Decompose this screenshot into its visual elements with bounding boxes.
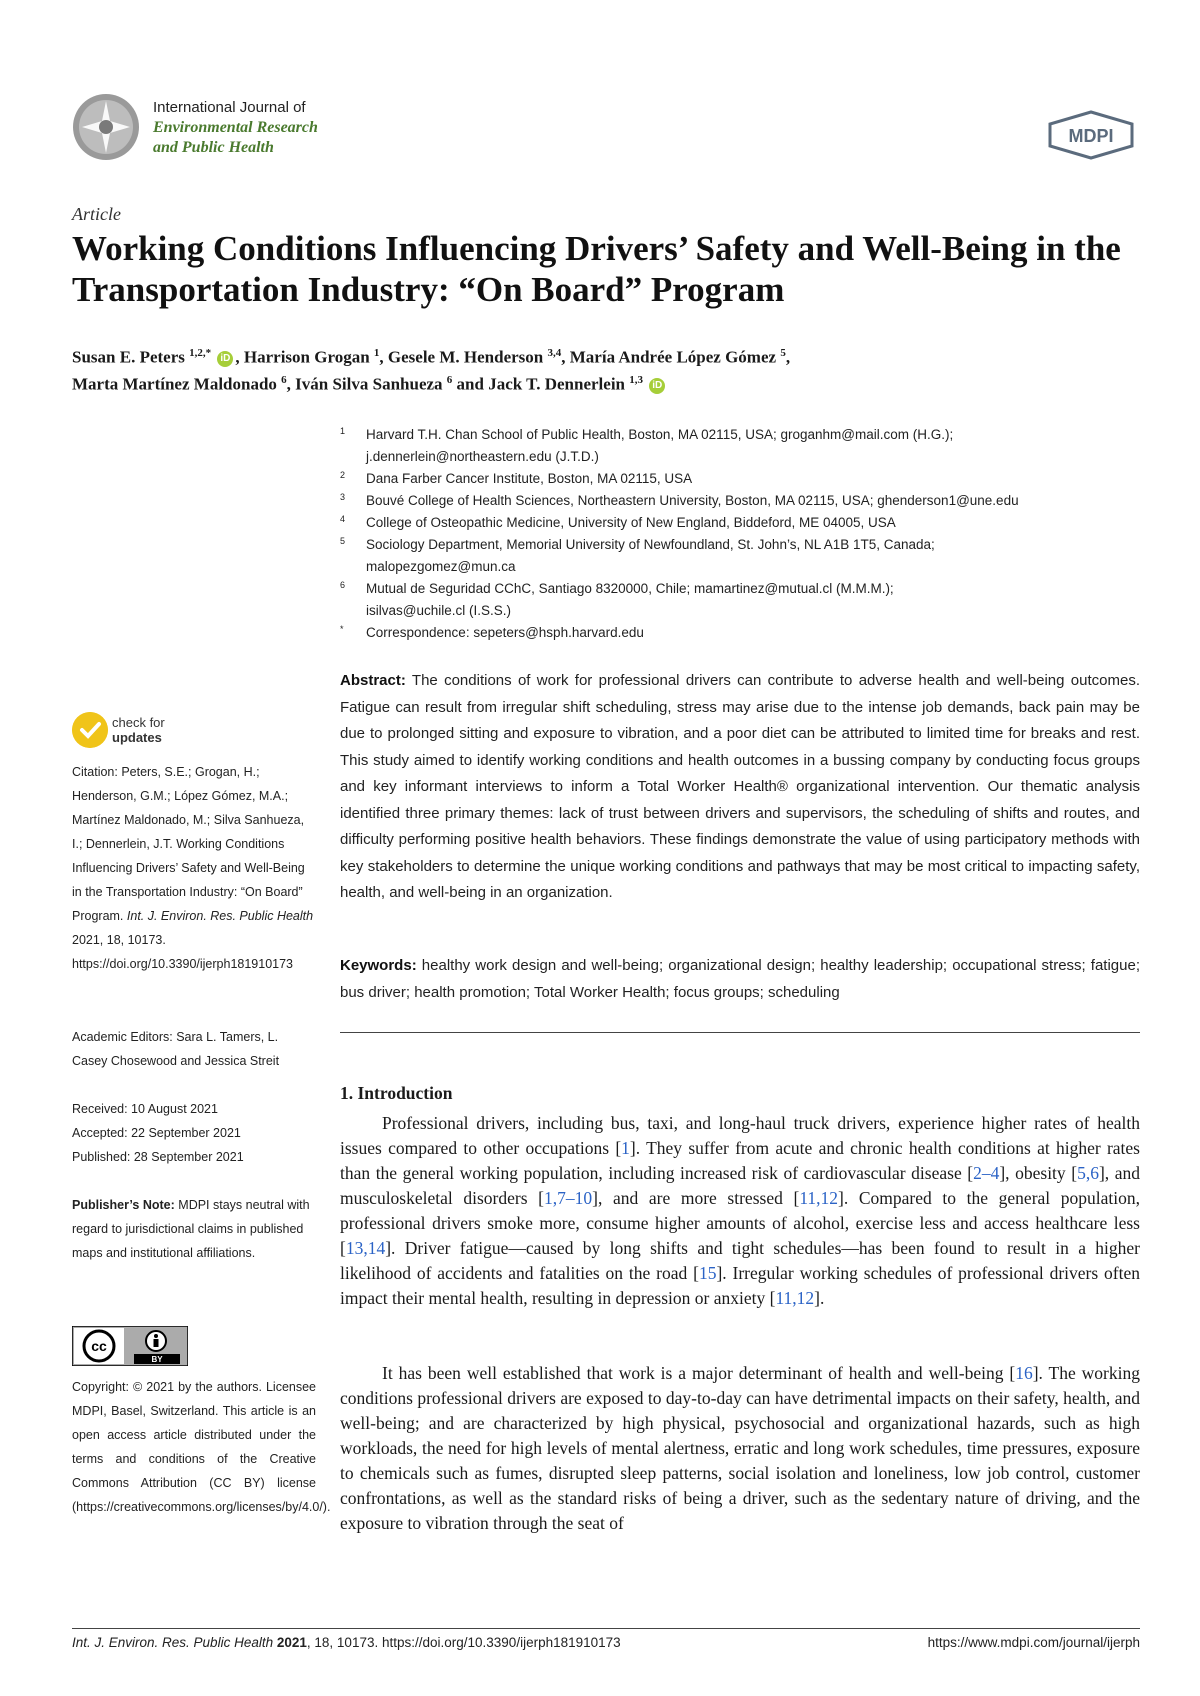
author-name[interactable]: Jack T. Dennerlein [488,374,626,394]
footer-year: 2021 [276,1635,307,1650]
affiliation-text: Mutual de Seguridad CChC, Santiago 8320000, Chile; mamartinez@mutual.cl (M.M.M.); [366,581,894,596]
author-separator: , [561,347,570,367]
citation-reference-link[interactable]: 2–4 [973,1163,1000,1183]
affiliation-text: Bouvé College of Health Sciences, Northeastern University, Boston, MA 02115, USA; ghenderson1@une.edu [366,493,1019,508]
paragraph-text: ]. [814,1288,825,1308]
author-line-2 [72,367,1152,398]
received-date: Received: 10 August 2021 [72,1102,218,1116]
abstract-text: The conditions of work for professional drivers can contribute to adverse health and well-being outcomes. Fatigue can result from irregular shift scheduling, stress may arise due to the intense job demands, back pain may be due to prolonged sitting and exposure to vibration, and a poor diet can be attributed to limited time for breaks and rest. This study aimed to identify working conditions and health outcomes in a bussing company by conducting focus groups and key informant interviews to inform a Total Worker Health® organizational intervention. Our thematic analysis identified three primary themes: lack of trust between drivers and supervisors, the scheduling of shifts and routes, and difficulty performing positive health behaviors. These findings demonstrate the value of using participatory methods with key stakeholders to determine the unique working conditions and pathways that may be most critical to impacting safety, health, and well-being in an organization. [340,672,1140,901]
author-name[interactable]: Iván Silva Sanhueza [295,374,443,394]
abstract [340,668,1140,907]
affiliation-item [340,468,1140,490]
author-name[interactable]: Marta Martínez Maldonado [72,374,277,394]
citation-reference-link[interactable]: 11,12 [775,1288,815,1308]
paragraph-text: ], and are more stressed [ [592,1188,800,1208]
intro-paragraph-1 [340,1111,1140,1311]
affiliation-item [340,578,1140,622]
affiliation-text: Dana Farber Cancer Institute, Boston, MA 02115, USA [366,471,693,486]
publisher-note-text: MDPI stays neutral with regard to jurisdictional claims in published maps and institutional affiliations. [72,1198,310,1260]
publisher-note [72,1193,316,1265]
citation-reference-link[interactable]: 5,6 [1077,1163,1099,1183]
citation-reference-link[interactable]: 1,7–10 [544,1188,593,1208]
copyright-notice: Copyright: © 2021 by the authors. Licensee MDPI, Basel, Switzerland. This article is an open access article distributed under the terms and conditions of the Creative Commons Attribution (CC BY) license (https://creativecommons.org/licenses/by/4.0/). [72,1380,331,1514]
section-heading: 1. Introduction [340,1083,453,1103]
abstract-label: Abstract: [340,672,406,689]
author-affiliation-sup: 1 [373,347,380,359]
affiliation-number: 1 [340,426,346,436]
academic-editors: Academic Editors: Sara L. Tamers, L. Casey Chosewood and Jessica Streit [72,1030,280,1068]
mdpi-logo-text: MDPI [1068,126,1114,146]
cc-by-license-icon[interactable] [72,1326,188,1366]
author-separator: , [235,347,244,367]
journal-name-line1: International Journal of [153,99,306,116]
affiliation-number: 3 [340,492,346,502]
author-separator: , [286,374,296,394]
paragraph-text: ]. The working conditions professional drivers are exposed to day-to-day can have detrimental impacts on their safety, health, and well-being; and are characterized by high physical, psychosocial and organizational hazards, such as high workloads, the need for high levels of mental alertness, erratic and long work schedules, time pressures, exposure to chemicals such as fumes, disrupted sleep patterns, social isolation and loneliness, low job control, customer confrontations, as well as the standard risks of being a driver, such as the sedentary nature of driving, and the exposure to vibration through the seat of [340,1363,1141,1533]
affiliation-text: j.dennerlein@northeastern.edu (J.T.D.) [366,449,599,464]
citation-doi[interactable]: 2021, 18, 10173. https://doi.org/10.3390/ijerph181910173 [72,933,294,971]
paragraph-text: ], obesity [ [999,1163,1078,1183]
author-separator: , [785,347,791,367]
footer-url[interactable]: https://www.mdpi.com/journal/ijerph [927,1635,1140,1650]
affiliation-item [340,490,1140,512]
orcid-icon[interactable]: iD [217,351,233,367]
citation-text: Citation: Peters, S.E.; Grogan, H.; Henderson, G.M.; López Gómez, M.A.; Martínez Maldonado, M.; Silva Sanhueza, I.; Dennerlein, J.T. Working Conditions Influencing Drivers’ Safety and Well-Being in the Transportation Industry: “On Board” Program. [72,765,305,923]
author-affiliation-sup: 1,2,* [189,347,212,359]
footer-doi[interactable]: , 18, 10173. https://doi.org/10.3390/ijerph181910173 [306,1635,621,1650]
journal-name-line2: Environmental Research [153,119,318,136]
citation-block [72,760,316,976]
citation-reference-link[interactable]: 11,12 [799,1188,839,1208]
journal-name-line3: and Public Health [153,139,274,156]
affiliation-item [340,622,1140,644]
footer-citation [72,1635,621,1650]
author-name[interactable]: María Andrée López Gómez [569,347,777,367]
orcid-icon[interactable]: iD [649,378,665,394]
affiliations-list [340,424,1140,644]
published-date: Published: 28 September 2021 [72,1150,244,1164]
affiliation-item [340,512,1140,534]
citation-reference-link[interactable]: 13,14 [345,1238,386,1258]
author-name[interactable]: Harrison Grogan [243,347,370,367]
paragraph-text: ]. Irregular working schedules of professional drivers often impact their mental health, resulting in depression or anxiety [ [340,1263,1141,1308]
paragraph-text: ]. They suffer from acute and chronic health conditions at higher rates than the general working population, including increased risk of cardiovascular disease [ [340,1138,1140,1183]
publication-dates [72,1097,316,1169]
author-affiliation-sup: 3,4 [547,347,562,359]
affiliation-number: 2 [340,470,346,480]
affiliation-number: * [340,624,344,634]
affiliation-item [340,424,1140,468]
affiliation-text: isilvas@uchile.cl (I.S.S.) [366,603,511,618]
keywords [340,953,1140,1006]
affiliation-text: malopezgomez@mun.ca [366,559,516,574]
affiliation-number: 6 [340,580,346,590]
article-type: Article [72,204,121,224]
article-title: Working Conditions Influencing Drivers’ Safety and Well-Being in the Transportation Industry: “On Board” Program [72,229,1121,309]
accepted-date: Accepted: 22 September 2021 [72,1126,241,1140]
citation-journal: Int. J. Environ. Res. Public Health [126,909,314,923]
check-updates-text [112,715,165,745]
affiliation-text: Harvard T.H. Chan School of Public Health, Boston, MA 02115, USA; groganhm@mail.com (H.G.); [366,427,954,442]
paragraph-text: Professional drivers, including bus, taxi, and long-haul truck drivers, experience higher rates of health issues compared to other occupations [ [340,1113,1140,1158]
affiliation-number: 5 [340,536,346,546]
author-separator: , [379,347,388,367]
citation-reference-link[interactable]: 16 [1015,1363,1033,1383]
paragraph-text: It has been well established that work is a major determinant of health and well-being [ [382,1363,1016,1383]
affiliation-text: Sociology Department, Memorial University of Newfoundland, St. John’s, NL A1B 1T5, Canada; [366,537,935,552]
mdpi-logo [1048,110,1134,160]
paragraph-text: ]. Compared to the general population, professional drivers smoke more, consume higher amounts of alcohol, exercise less and access healthcare less [ [340,1188,1141,1258]
author-affiliation-sup: 5 [780,347,786,359]
cc-by-text: BY [151,1355,163,1364]
affiliation-text: Correspondence: sepeters@hsph.harvard.edu [366,625,644,640]
affiliation-item [340,534,1140,578]
affiliation-text: College of Osteopathic Medicine, University of New England, Biddeford, ME 04005, USA [366,515,896,530]
footer-divider [72,1628,1140,1629]
paragraph-text: ], and musculoskeletal disorders [ [340,1163,1140,1208]
affiliation-number: 4 [340,514,346,524]
check-updates-line2: updates [112,730,162,745]
publisher-note-label: Publisher’s Note: [72,1198,175,1212]
checkmark-icon [72,712,108,748]
journal-logo [72,93,140,161]
keywords-label: Keywords: [340,957,417,974]
intro-paragraph-2 [340,1361,1140,1536]
author-name[interactable]: Susan E. Peters [72,347,185,367]
keywords-text: healthy work design and well-being; organizational design; healthy leadership; occupational stress; fatigue; bus driver; health promotion; Total Worker Health; focus groups; scheduling [340,957,1141,1001]
citation-reference-link[interactable]: 1 [621,1138,630,1158]
journal-name [153,98,318,158]
author-separator: and [452,374,489,394]
footer-journal: Int. J. Environ. Res. Public Health [72,1635,274,1650]
author-affiliation-sup: 1,3 [629,374,644,386]
citation-reference-link[interactable]: 15 [698,1263,717,1283]
section-divider [340,1032,1140,1033]
paragraph-text: ]. Driver fatigue—caused by long shifts and tight schedules—has been found to result in a higher likelihood of accidents and fatalities on the road [ [340,1238,1140,1283]
author-name[interactable]: Gesele M. Henderson [387,347,544,367]
author-affiliation-sup: 6 [446,374,453,386]
check-updates-line1: check for [112,715,165,730]
check-for-updates-badge[interactable] [72,712,222,752]
author-affiliation-sup: 6 [281,374,287,386]
cc-text: cc [91,1338,107,1354]
